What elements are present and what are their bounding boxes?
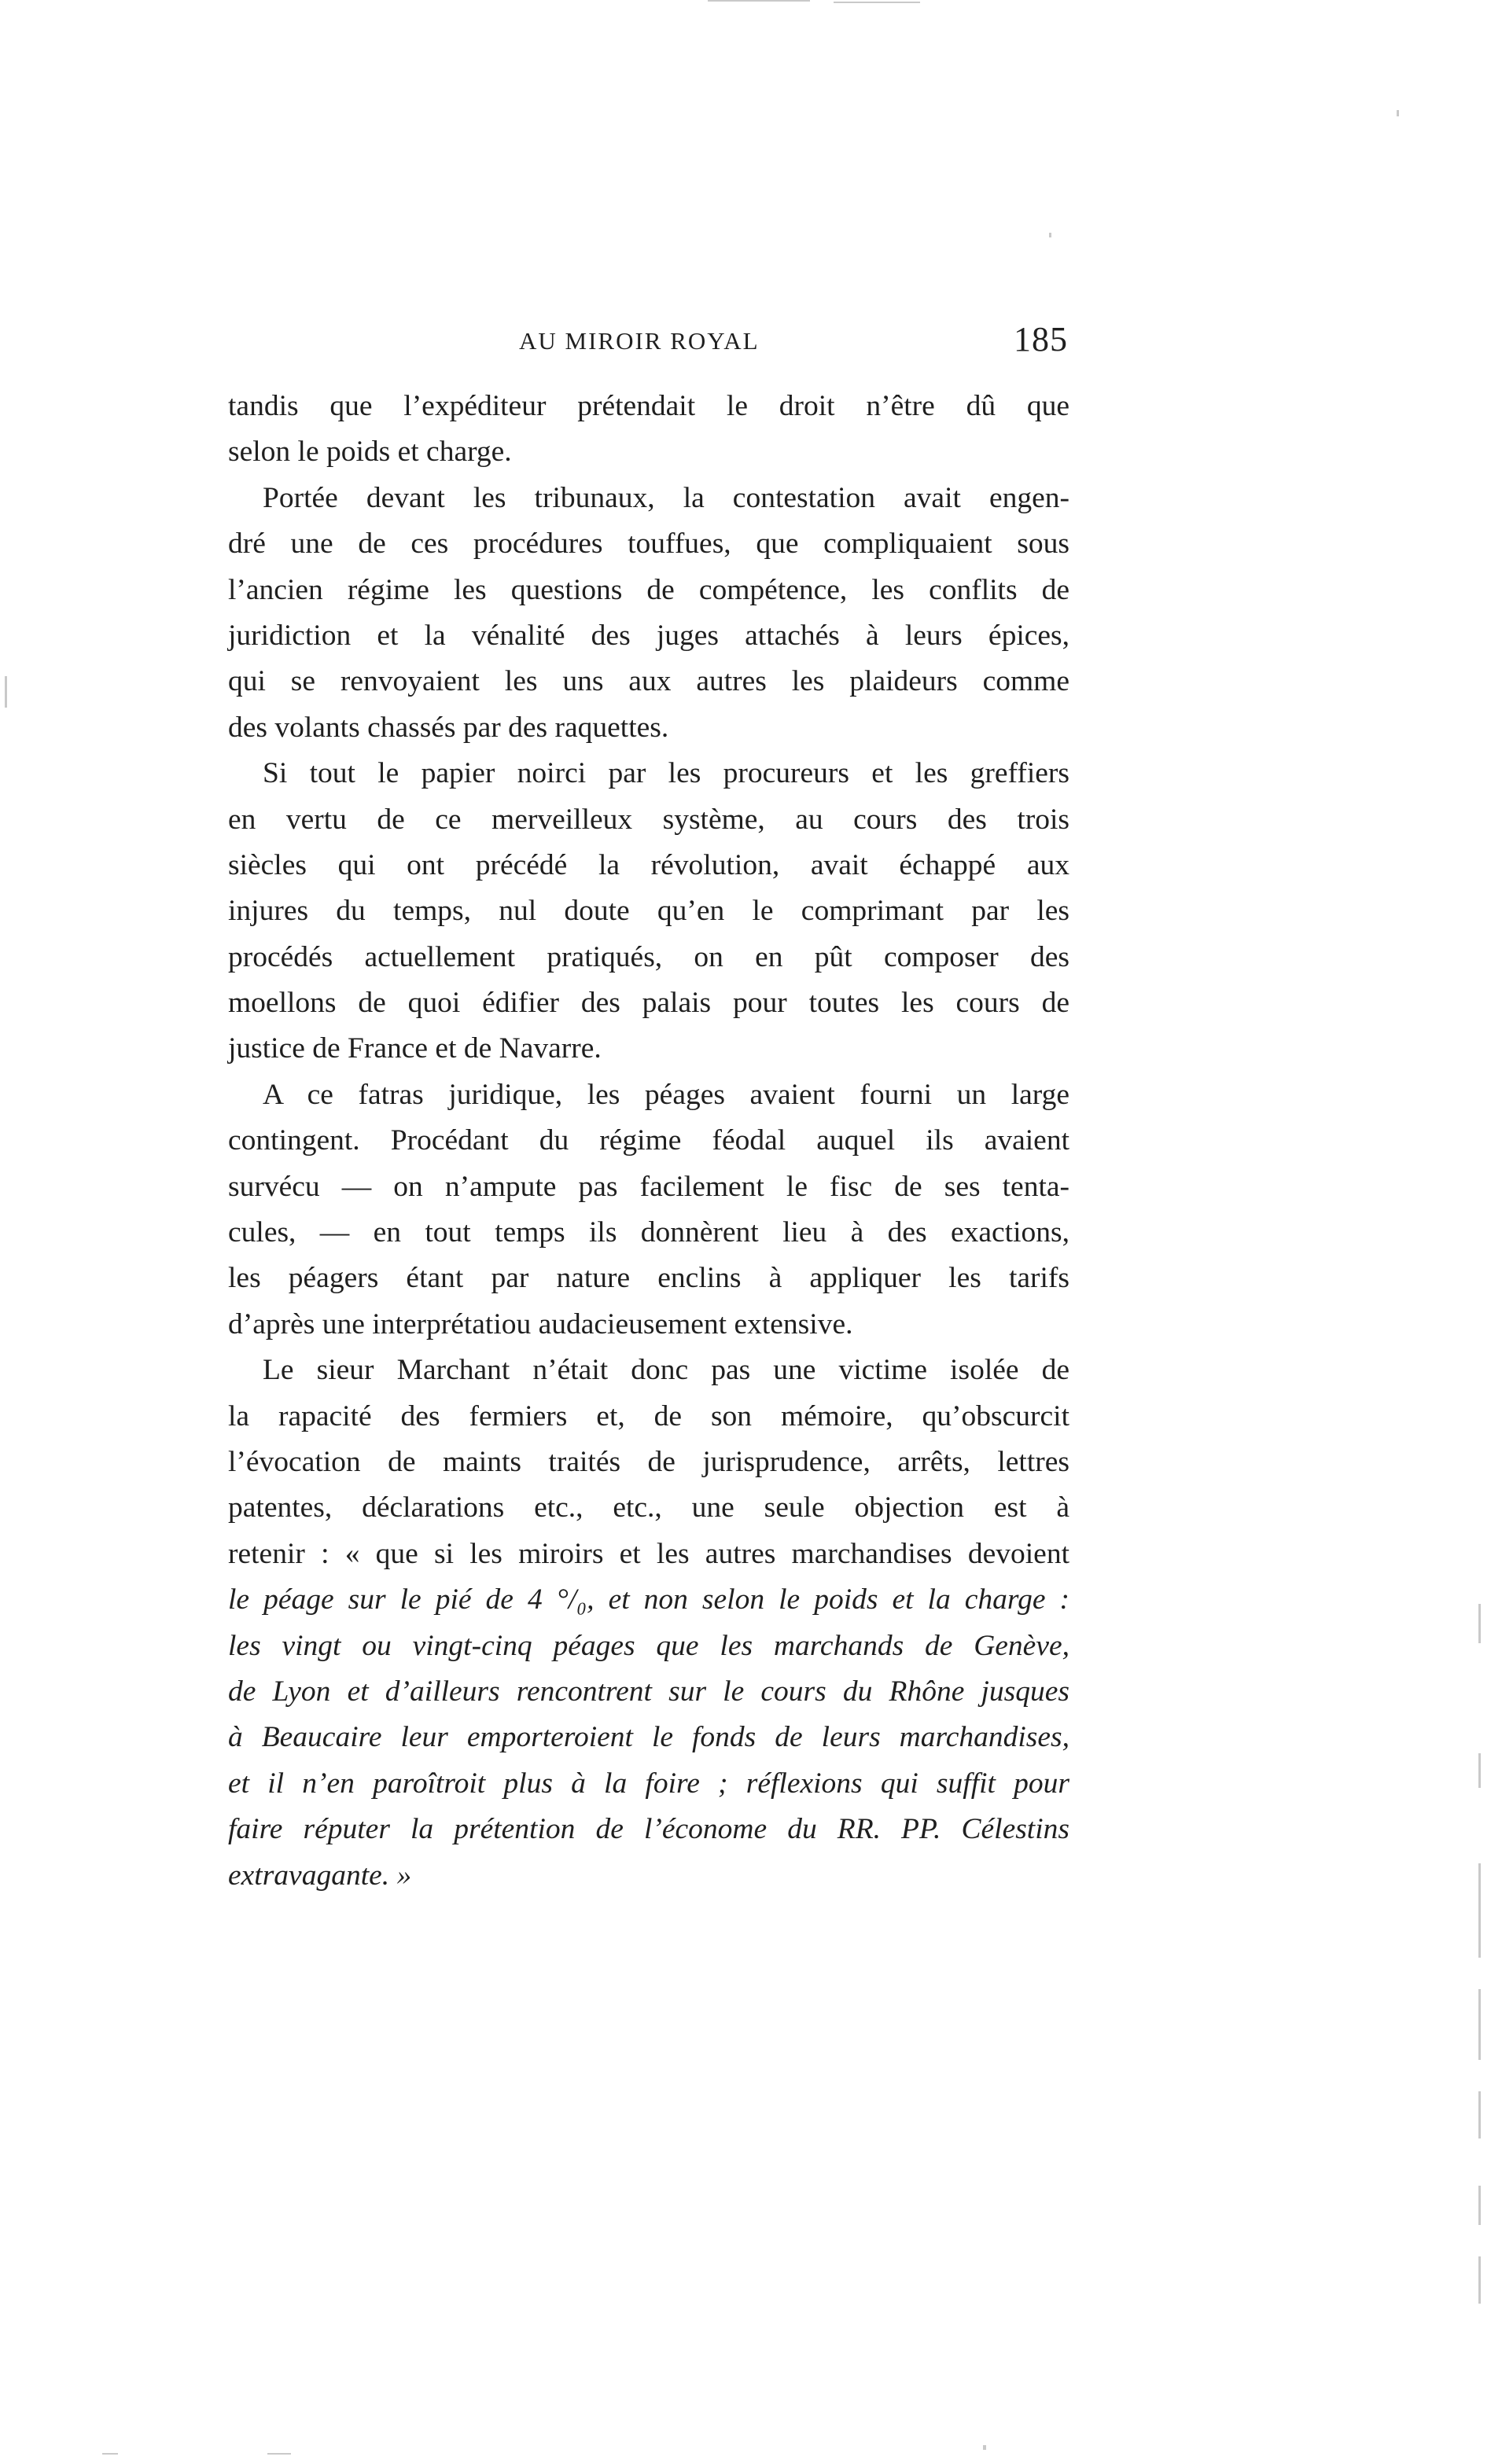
scan-mark xyxy=(5,676,7,708)
text-line: siècles qui ont précédé la révolution, avait échappé aux xyxy=(228,848,1069,881)
text-line: des volants chassés par des raquettes. xyxy=(228,711,669,744)
text-line: l’ancien régime les questions de compétence, les conflits de xyxy=(228,573,1069,606)
text-line: selon le poids et charge. xyxy=(228,436,512,469)
text-line: Le sieur Marchant n’était donc pas une victime isolée de xyxy=(263,1354,1069,1387)
body-text xyxy=(228,384,1069,1899)
scan-mark xyxy=(102,2453,118,2455)
text-line: en vertu de ce merveilleux système, au cours des trois xyxy=(228,803,1069,836)
quoted-text-line: les vingt ou vingt-cinq péages que les marchands de Genève, xyxy=(228,1629,1069,1662)
scan-mark xyxy=(1397,110,1399,116)
text-line: dré une de ces procédures touffues, que compliquaient sous xyxy=(228,528,1069,561)
text-line: d’après une interprétatiou audacieusement extensive. xyxy=(228,1307,853,1340)
running-header xyxy=(228,319,1082,366)
scan-mark xyxy=(1478,1863,1481,1958)
text-line: cules, — en tout temps ils donnèrent lieu à des exactions, xyxy=(228,1216,1069,1249)
scan-mark xyxy=(1478,1989,1481,2060)
text-line: A ce fatras juridique, les péages avaient fourni un large xyxy=(263,1078,1069,1111)
text-line: Si tout le papier noirci par les procureurs et les greffiers xyxy=(263,757,1069,790)
text-line: justice de France et de Navarre. xyxy=(228,1032,602,1065)
scan-mark xyxy=(1478,1604,1481,1643)
scan-mark xyxy=(708,0,810,2)
running-title: AU MIROIR ROYAL xyxy=(519,327,760,355)
text-line: l’évocation de maints traités de jurisprudence, arrêts, lettres xyxy=(228,1445,1069,1478)
text-line: retenir : « que si les miroirs et les autres marchandises devoient xyxy=(228,1537,1069,1570)
scan-mark xyxy=(1478,2256,1481,2304)
text-line: survécu — on n’ampute pas facilement le fisc de ses tenta- xyxy=(228,1170,1069,1203)
scan-mark xyxy=(1478,1753,1481,1788)
text-line: juridiction et la vénalité des juges attachés à leurs épices, xyxy=(228,619,1069,652)
scan-mark xyxy=(267,2453,291,2455)
text-line: patentes, déclarations etc., etc., une seule objection est à xyxy=(228,1491,1069,1524)
page-number: 185 xyxy=(1014,320,1068,359)
quoted-text-line: extravagante. » xyxy=(228,1859,412,1892)
scan-mark xyxy=(834,2,920,3)
quoted-text-line: le péage sur le pié de 4 °/₀, et non selon le poids et la charge : xyxy=(228,1583,1069,1616)
text-line: la rapacité des fermiers et, de son mémoire, qu’obscurcit xyxy=(228,1399,1069,1432)
scan-mark xyxy=(983,2445,986,2450)
quoted-text-line: faire réputer la prétention de l’économe du RR. PP. Célestins xyxy=(228,1813,1069,1846)
text-line: les péagers étant par nature enclins à appliquer les tarifs xyxy=(228,1262,1069,1295)
text-line: qui se renvoyaient les uns aux autres les plaideurs comme xyxy=(228,665,1069,698)
scan-mark xyxy=(1478,2091,1481,2139)
text-line: procédés actuellement pratiqués, on en pût composer des xyxy=(228,940,1069,973)
quoted-text-line: de Lyon et d’ailleurs rencontrent sur le cours du Rhône jusques xyxy=(228,1675,1069,1708)
text-line: contingent. Procédant du régime féodal auquel ils avaient xyxy=(228,1124,1069,1157)
scan-mark xyxy=(1049,233,1051,237)
text-line: tandis que l’expéditeur prétendait le droit n’être dû que xyxy=(228,390,1069,422)
text-line: Portée devant les tribunaux, la contestation avait engen- xyxy=(263,481,1069,514)
text-line: moellons de quoi édifier des palais pour toutes les cours de xyxy=(228,987,1069,1020)
quoted-text-line: et il n’en paroîtroit plus à la foire ; réflexions qui suffit pour xyxy=(228,1767,1069,1800)
text-line: injures du temps, nul doute qu’en le comprimant par les xyxy=(228,895,1069,928)
quoted-text-line: à Beaucaire leur emporteroient le fonds de leurs marchandises, xyxy=(228,1721,1069,1754)
scan-mark xyxy=(1478,2186,1481,2225)
